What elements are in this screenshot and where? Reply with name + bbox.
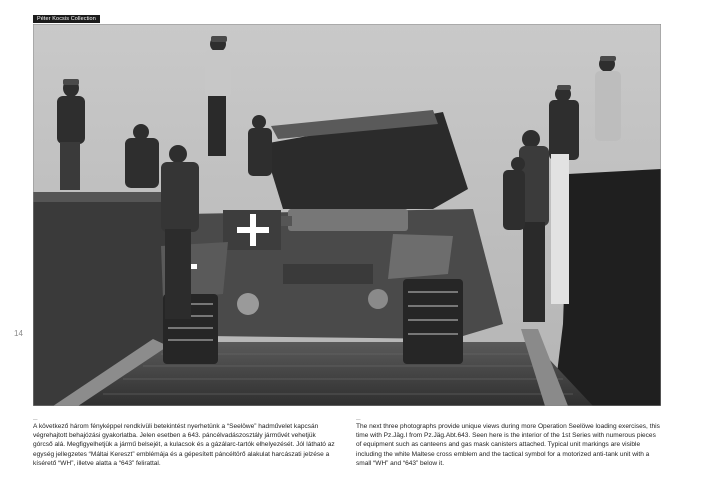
- historical-photo: [33, 24, 661, 406]
- caption-english: [356, 417, 661, 468]
- caption-marker: —: [33, 417, 38, 422]
- caption-english-text: The next three photographs provide unique views during more Operation Seelöwe loading exercises, this time with Pz.Jäg.I from Pz.Jäg.Abt.643. Seen here is the interior of the 1st Series with numerous pieces of equipment such as canteens and gas mask canisters attached. Typical unit markings are visible including the white Maltese cross emblem and the tactical symbol for a motorized anti-tank unit with a small “WH” and “643” below it.: [356, 423, 660, 467]
- page-number: 14: [14, 329, 23, 338]
- collection-label: Péter Kocsis Collection: [33, 15, 100, 23]
- photo-illustration: [33, 24, 661, 406]
- caption-hungarian: [33, 417, 337, 468]
- caption-hungarian-text: A következő három fényképpel rendkívüli betekintést nyerhetünk a “Seelöwe” hadművelet kapcsán végrehajtott behajózási gyakorlatba. Jelen esetben a 643. páncélvadászosztály járművét vehetjük górcső alá. Megfigyelhetjük a jármű belsejét, a kulacsok és a gázálarc-tartók elhelyezését. Jól látható az egység jellegzetes “Máltai Kereszt” emblémája és a gépesített páncéltörő alakulat harcászati jelzése a kísérető “WH”, illetve alatta a “643” felirattal.: [33, 423, 335, 467]
- caption-marker: —: [356, 417, 361, 422]
